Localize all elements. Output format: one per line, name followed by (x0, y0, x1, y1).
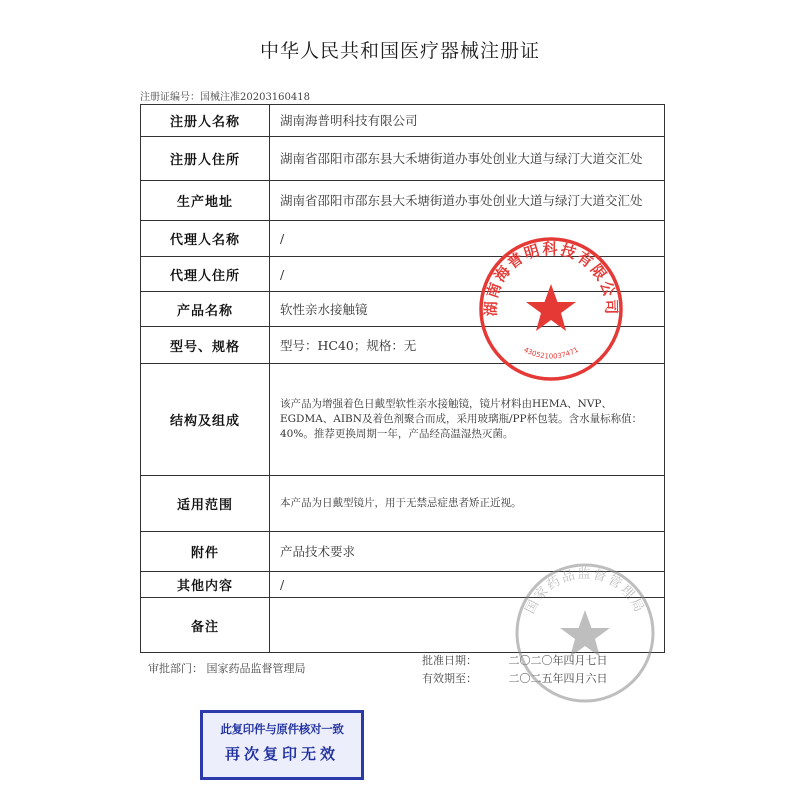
svg-text:国家药品监督管理局 (523, 566, 647, 616)
row-value: 该产品为增强着色日戴型软性亲水接触镜，镜片材料由HEMA、NVP、EGDMA、AIBN及着色剂聚合而成，采用玻璃瓶/PP杯包装。含水量标称值：40%。推荐更换周期一年，产品经高温湿热灭菌。 (270, 364, 665, 476)
table-row (141, 105, 665, 137)
verification-stamp-line2: 再次复印无效 (224, 745, 339, 763)
row-value: / (270, 572, 665, 598)
company-seal (476, 234, 626, 384)
agency-star-icon (560, 610, 610, 657)
row-value: 产品技术要求 (270, 532, 665, 572)
svg-text:4305210037471 (522, 346, 579, 361)
table-row (141, 137, 665, 181)
table-row (141, 181, 665, 221)
row-value: 湖南省邵阳市邵东县大禾塘街道办事处创业大道与绿汀大道交汇处 (270, 137, 665, 181)
table-row (141, 476, 665, 532)
valid-until-value: 二〇二五年四月六日 (508, 672, 608, 685)
row-value: / (270, 221, 665, 257)
row-label: 附件 (141, 532, 270, 572)
row-label: 适用范围 (141, 476, 270, 532)
page-title: 中华人民共和国医疗器械注册证 (259, 40, 540, 62)
row-label: 产品名称 (141, 292, 270, 327)
row-label: 型号、规格 (141, 327, 270, 364)
approval-date-label: 批准日期： (422, 654, 477, 667)
registration-number: 注册证编号：国械注准20203160418 (140, 92, 310, 103)
approval-dept-value: 国家药品监督管理局 (206, 662, 306, 675)
approval-department (148, 660, 306, 676)
row-label: 代理人名称 (141, 221, 270, 257)
approval-date-value: 二〇二〇年四月七日 (508, 654, 608, 667)
approval-dept-label: 审批部门： (148, 662, 203, 675)
company-seal-text: 湖南海普明科技有限公司 (481, 239, 621, 317)
agency-seal-text: 国家药品监督管理局 (522, 566, 648, 617)
row-label: 备注 (141, 598, 270, 653)
row-label: 其他内容 (141, 572, 270, 598)
agency-seal (510, 558, 660, 708)
company-seal-code: 4305210037471 (522, 345, 580, 361)
valid-until-label: 有效期至： (422, 672, 477, 685)
row-value: 型号：HC40；规格：无 (270, 327, 665, 364)
row-value: / (270, 257, 665, 292)
verification-stamp (200, 710, 364, 780)
row-value: 软性亲水接触镜 (270, 292, 665, 327)
seal-star-icon (526, 284, 576, 331)
row-value: 湖南省邵阳市邵东县大禾塘街道办事处创业大道与绿汀大道交汇处 (270, 181, 665, 221)
row-label: 生产地址 (141, 181, 270, 221)
row-label: 注册人住所 (141, 137, 270, 181)
row-value: 湖南海普明科技有限公司 (270, 105, 665, 137)
row-label: 结构及组成 (141, 364, 270, 476)
row-label: 注册人名称 (141, 105, 270, 137)
verification-stamp-line1: 此复印件与原件核对一致 (220, 722, 344, 736)
row-label: 代理人住所 (141, 257, 270, 292)
row-value: 本产品为日戴型镜片，用于无禁忌症患者矫正近视。 (270, 476, 665, 532)
